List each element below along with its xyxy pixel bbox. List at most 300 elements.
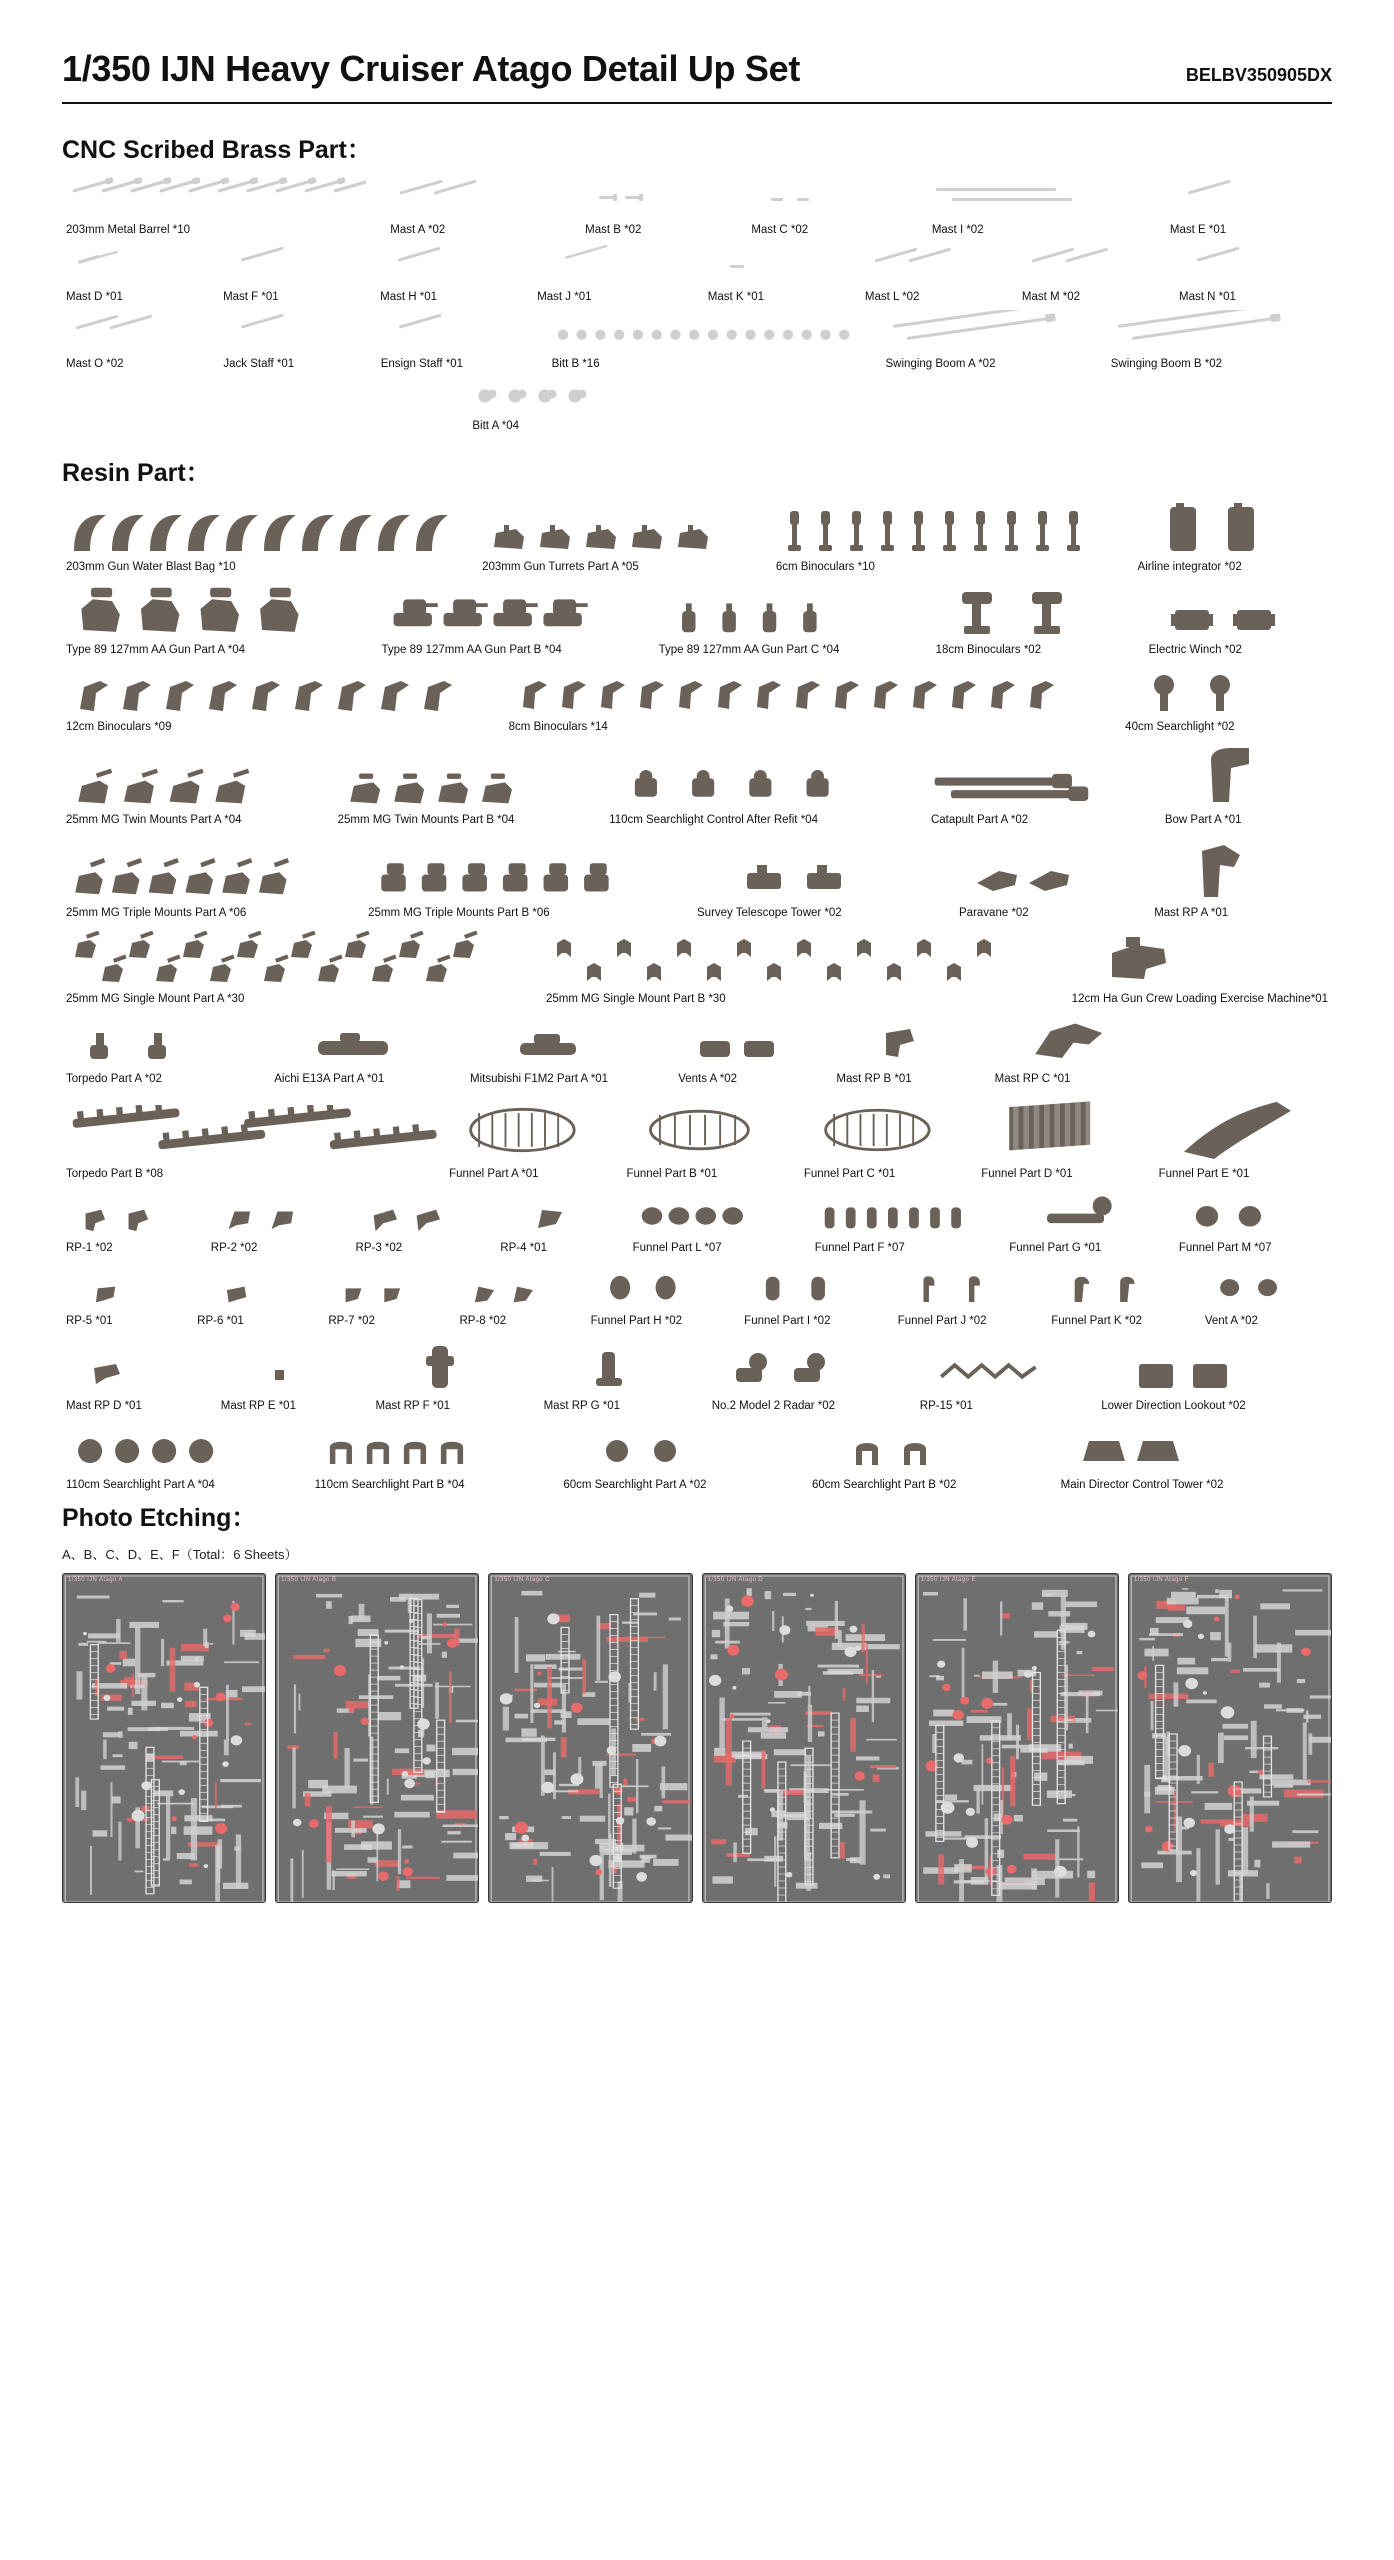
part-illustration — [898, 1262, 1044, 1311]
part-row — [62, 663, 1332, 734]
part-row — [62, 310, 1332, 371]
part-label: Mast RP B *01 — [836, 1073, 912, 1086]
part-label: Funnel Part L *07 — [632, 1242, 722, 1255]
part-item — [62, 507, 478, 574]
part-illustration — [585, 176, 743, 220]
part-label: 203mm Gun Turrets Part A *05 — [482, 560, 639, 573]
part-item — [832, 1013, 990, 1086]
part-item — [455, 1269, 586, 1328]
part-illustration — [376, 1334, 536, 1396]
part-label: 110cm Searchlight Part A *04 — [66, 1479, 215, 1492]
part-illustration — [66, 1269, 189, 1311]
part-label: Funnel Part J *02 — [897, 1314, 987, 1327]
part-label: Ensign Staff *01 — [380, 358, 463, 371]
part-row — [62, 833, 1332, 920]
part-label: Funnel Part F *07 — [814, 1242, 905, 1255]
part-item — [352, 1192, 497, 1256]
pe-sheet-label: 1/350 IJN Atago A — [68, 1577, 123, 1584]
part-illustration — [390, 176, 577, 220]
part-item — [1161, 740, 1332, 827]
pe-sheet-label: 1/350 IJN Atago C — [494, 1577, 550, 1584]
part-item — [270, 1017, 466, 1086]
part-illustration — [66, 852, 360, 903]
part-item — [386, 176, 581, 237]
part-label: 25mm MG Single Mount Part A *30 — [66, 992, 245, 1005]
pe-sheet-label: 1/350 IJN Atago D — [707, 1577, 764, 1584]
part-label: 40cm Searchlight *02 — [1125, 720, 1235, 733]
part-label: Torpedo Part B *08 — [66, 1167, 164, 1180]
part-illustration — [633, 1197, 807, 1238]
part-label: Mast C *02 — [751, 224, 809, 236]
pe-sheet — [62, 1573, 266, 1903]
pe-fret-art — [1129, 1574, 1331, 1902]
part-label: 110cm Searchlight Part B *04 — [314, 1479, 465, 1492]
part-illustration — [1154, 833, 1328, 903]
part-illustration — [932, 176, 1162, 220]
part-label: Mast J *01 — [537, 291, 592, 304]
part-item — [772, 505, 1134, 574]
part-item — [62, 1192, 207, 1256]
part-illustration — [1165, 1056, 1328, 1082]
part-illustration — [382, 584, 651, 640]
part-label: 25mm MG Single Mount Part B *30 — [546, 992, 726, 1005]
part-item — [704, 243, 861, 304]
part-illustration — [223, 310, 372, 354]
page-header — [62, 48, 1332, 104]
section-cnc — [62, 130, 1332, 433]
part-item — [540, 1338, 708, 1413]
part-illustration — [66, 1017, 266, 1069]
part-label: Mast A *02 — [390, 224, 446, 236]
part-illustration — [449, 1098, 618, 1164]
part-label: Airline integrator *02 — [1137, 560, 1242, 573]
part-illustration — [981, 1092, 1150, 1164]
part-illustration — [537, 243, 700, 287]
part-illustration — [815, 1196, 1002, 1238]
part-item — [62, 311, 219, 372]
part-row — [62, 1262, 1332, 1328]
part-item — [1047, 1262, 1201, 1328]
pe-sheet — [275, 1573, 479, 1903]
part-item — [311, 1427, 560, 1492]
part-illustration — [1009, 1187, 1171, 1238]
part-label: Bow Part A *01 — [1164, 814, 1242, 827]
part-label: Funnel Part C *01 — [803, 1167, 896, 1180]
part-illustration — [381, 310, 544, 354]
part-row — [62, 243, 1332, 304]
part-item — [894, 1262, 1048, 1328]
part-illustration — [368, 850, 689, 903]
part-illustration — [865, 244, 1014, 288]
part-label: Jack Staff *01 — [223, 358, 295, 371]
part-item — [62, 852, 364, 921]
part-illustration — [66, 580, 374, 640]
part-item — [1175, 243, 1332, 304]
part-item — [62, 1427, 311, 1492]
part-item — [496, 1190, 628, 1255]
part-item — [334, 763, 606, 828]
pe-sheet — [1128, 1573, 1332, 1903]
part-item — [1201, 1263, 1332, 1328]
part-label: Mitsubishi F1M2 Part A *01 — [469, 1073, 609, 1086]
part-item — [478, 511, 772, 574]
part-item — [693, 847, 955, 920]
part-illustration — [563, 1425, 804, 1475]
part-label: RP-3 *02 — [355, 1242, 403, 1255]
part-item — [747, 176, 928, 237]
part-illustration — [959, 847, 1146, 903]
pe-sheet-label: 1/350 IJN Atago F — [1133, 1577, 1189, 1584]
part-label: 12cm Ha Gun Crew Loading Exercise Machine*01 — [1071, 992, 1328, 1005]
part-label: 25mm MG Triple Mounts Part B *06 — [368, 907, 550, 920]
part-illustration — [66, 507, 474, 557]
part-illustration — [1179, 1192, 1328, 1239]
part-item — [1155, 1093, 1332, 1182]
part-row — [62, 1012, 1332, 1087]
part-label: RP-4 *01 — [500, 1242, 547, 1255]
part-item — [811, 1196, 1006, 1255]
part-item — [466, 1017, 674, 1086]
part-item — [219, 243, 376, 304]
part-label: Funnel Part H *02 — [590, 1314, 683, 1327]
part-item — [217, 1344, 372, 1413]
part-label: Catapult Part A *02 — [930, 814, 1029, 827]
part-label: Type 89 127mm AA Gun Part C *04 — [658, 643, 840, 656]
part-illustration — [66, 1427, 307, 1475]
part-item — [376, 243, 533, 304]
part-item — [1134, 499, 1332, 574]
part-label: Mast K *01 — [707, 291, 765, 304]
part-illustration — [1205, 1263, 1328, 1310]
part-item — [927, 763, 1161, 827]
part-item — [1166, 176, 1332, 237]
part-row — [62, 1187, 1332, 1256]
part-item — [1005, 1187, 1175, 1256]
part-item — [587, 1264, 741, 1329]
part-label: 25mm MG Twin Mounts Part B *04 — [337, 814, 515, 827]
part-label: Mast RP C *01 — [994, 1073, 1071, 1086]
pe-sheet-label: 1/350 IJN Atago E — [920, 1577, 976, 1584]
part-label: Aichi E13A Part A *01 — [274, 1073, 385, 1086]
part-illustration — [678, 1017, 828, 1069]
part-label: Funnel Part M *07 — [1178, 1242, 1272, 1255]
part-item — [219, 310, 376, 371]
part-label: Mast I *02 — [931, 224, 984, 236]
part-label: Mast RP F *01 — [375, 1400, 451, 1413]
part-item — [622, 1098, 799, 1181]
section-heading-pe: Photo Etching： — [62, 1504, 257, 1533]
part-item — [955, 847, 1150, 920]
part-item — [62, 1017, 270, 1086]
part-item — [542, 931, 1068, 1006]
part-row — [62, 740, 1332, 827]
part-illustration — [66, 243, 215, 287]
part-label: 60cm Searchlight Part A *02 — [563, 1479, 707, 1492]
part-label: Funnel Part G *01 — [1009, 1242, 1102, 1255]
part-illustration — [66, 665, 501, 717]
part-illustration — [482, 511, 768, 557]
part-item — [629, 1197, 811, 1255]
part-illustration — [697, 847, 951, 903]
part-item — [1161, 1056, 1332, 1086]
part-item — [882, 310, 1107, 371]
part-illustration — [221, 1344, 368, 1396]
part-item — [378, 584, 655, 657]
part-illustration — [708, 243, 857, 287]
part-item — [1145, 592, 1332, 657]
part-row — [62, 1334, 1332, 1413]
part-item — [62, 243, 219, 304]
section-resin — [62, 453, 1332, 1493]
part-label: 12cm Binoculars *09 — [66, 720, 172, 733]
part-item — [62, 665, 505, 734]
part-item — [468, 378, 1332, 433]
part-item — [364, 850, 693, 920]
part-item — [655, 588, 932, 657]
part-item — [548, 315, 882, 372]
part-label: 25mm MG Triple Mounts Part A *06 — [66, 907, 247, 920]
part-label: Bitt B *16 — [551, 358, 600, 371]
part-item — [581, 176, 747, 237]
part-label: No.2 Model 2 Radar *02 — [711, 1400, 836, 1413]
part-illustration — [459, 1269, 582, 1311]
pe-fret-art — [63, 1574, 265, 1902]
part-illustration — [66, 311, 215, 355]
part-illustration — [223, 243, 372, 287]
part-illustration — [836, 1013, 986, 1069]
part-illustration — [509, 665, 1118, 717]
part-item — [1175, 1192, 1332, 1256]
part-label: Funnel Part I *02 — [744, 1314, 831, 1327]
part-label: Swinging Boom B *02 — [1110, 358, 1222, 371]
part-item — [372, 1334, 540, 1413]
part-label: RP-7 *02 — [328, 1314, 375, 1327]
part-illustration — [328, 1269, 451, 1311]
pe-fret-art — [489, 1574, 691, 1902]
part-item — [1097, 1344, 1332, 1413]
part-label: Torpedo Part A *02 — [66, 1073, 162, 1086]
part-illustration — [712, 1340, 912, 1396]
part-item — [977, 1092, 1154, 1181]
part-label: Mast B *02 — [585, 224, 642, 236]
part-item — [1018, 244, 1175, 305]
part-row — [62, 378, 1332, 433]
part-label: Funnel Part A *01 — [449, 1167, 539, 1180]
part-illustration — [1138, 499, 1328, 557]
part-illustration — [776, 505, 1130, 557]
part-item — [505, 665, 1122, 734]
part-item — [207, 1192, 352, 1256]
part-illustration — [470, 1017, 670, 1069]
part-item — [740, 1264, 894, 1329]
part-label: Mast H *01 — [380, 291, 438, 304]
part-item — [932, 582, 1145, 657]
part-item — [861, 244, 1018, 305]
part-illustration — [66, 176, 382, 220]
part-item — [533, 243, 704, 304]
part-item — [62, 1105, 445, 1181]
part-label: Funnel Part D *01 — [981, 1167, 1073, 1180]
part-label: Type 89 127mm AA Gun Part B *04 — [381, 643, 562, 656]
pe-fret-art — [916, 1574, 1118, 1902]
part-label: 25mm MG Twin Mounts Part A *04 — [66, 814, 242, 827]
part-illustration — [744, 1264, 890, 1311]
part-illustration — [936, 582, 1141, 640]
part-item — [193, 1269, 324, 1328]
part-label: Type 89 127mm AA Gun Part A *04 — [66, 643, 246, 656]
part-illustration — [66, 1192, 203, 1239]
part-label: RP-15 *01 — [919, 1400, 973, 1413]
part-illustration — [274, 1017, 462, 1069]
part-item — [1107, 310, 1332, 371]
part-item — [674, 1017, 832, 1086]
part-label: RP-2 *02 — [210, 1242, 258, 1255]
section-heading-resin: Resin Part： — [62, 458, 211, 487]
part-illustration — [338, 763, 602, 810]
part-label: 6cm Binoculars *10 — [775, 560, 875, 573]
part-item — [445, 1098, 622, 1181]
part-label: Mast L *02 — [864, 291, 920, 304]
part-illustration — [1165, 740, 1328, 810]
pe-sheet — [702, 1573, 906, 1903]
part-illustration — [626, 1098, 795, 1164]
pe-sheet — [488, 1573, 692, 1903]
part-illustration — [812, 1425, 1053, 1475]
part-illustration — [920, 1344, 1093, 1396]
part-illustration — [380, 243, 529, 287]
part-label: Survey Telescope Tower *02 — [697, 907, 842, 920]
section-heading-cnc: CNC Scribed Brass Part： — [62, 136, 372, 164]
part-row — [62, 499, 1332, 574]
part-illustration — [356, 1192, 493, 1239]
part-illustration — [1072, 927, 1328, 989]
part-item — [1068, 927, 1332, 1006]
part-label: RP-1 *02 — [66, 1242, 113, 1255]
part-illustration — [751, 176, 924, 220]
part-row — [62, 927, 1332, 1006]
part-row — [62, 580, 1332, 657]
part-illustration — [1022, 244, 1171, 288]
part-label: Funnel Part B *01 — [626, 1167, 718, 1180]
part-illustration — [1149, 592, 1328, 640]
part-illustration — [1125, 663, 1328, 717]
pe-sheet-label: 1/350 IJN Atago B — [281, 1577, 337, 1584]
part-item — [916, 1344, 1097, 1413]
part-item — [991, 1012, 1162, 1087]
part-illustration — [659, 588, 928, 640]
part-row — [62, 1419, 1332, 1492]
part-label: Mast RP D *01 — [66, 1400, 142, 1413]
part-label: Mast O *02 — [66, 358, 124, 371]
part-label: Mast RP G *01 — [543, 1400, 621, 1413]
part-item — [62, 1344, 217, 1413]
part-label: Lower Direction Lookout *02 — [1101, 1400, 1246, 1413]
part-illustration — [995, 1012, 1158, 1069]
part-illustration — [211, 1192, 348, 1239]
part-illustration — [544, 1338, 704, 1396]
part-rows-resin — [62, 499, 1332, 1493]
part-label: 203mm Gun Water Blast Bag *10 — [66, 560, 236, 573]
part-label: Swinging Boom A *02 — [885, 358, 996, 371]
pe-subtitle: A、B、C、D、E、F（Total：6 Sheets） — [62, 1547, 298, 1563]
part-item — [928, 176, 1166, 237]
part-label: RP-6 *01 — [197, 1314, 244, 1327]
part-label: Funnel Part K *02 — [1051, 1314, 1143, 1327]
part-item — [808, 1425, 1057, 1492]
part-label: 110cm Searchlight Control After Refit *04 — [609, 814, 818, 827]
part-label: 8cm Binoculars *14 — [508, 720, 608, 733]
part-label: Mast F *01 — [223, 291, 279, 304]
part-label: Bitt A *04 — [472, 419, 520, 432]
part-item — [62, 580, 378, 657]
part-illustration — [472, 378, 1328, 416]
part-row — [62, 1092, 1332, 1181]
part-item — [708, 1340, 916, 1413]
part-illustration — [66, 1105, 441, 1164]
part-illustration — [1179, 243, 1328, 287]
part-illustration — [315, 1427, 556, 1475]
part-item — [62, 176, 386, 237]
part-label: 203mm Metal Barrel *10 — [66, 224, 190, 236]
part-illustration — [1061, 1419, 1328, 1475]
part-label: Funnel Part E *01 — [1158, 1167, 1250, 1180]
product-sku: BELBV350905DX — [1185, 65, 1332, 85]
part-illustration — [552, 315, 878, 354]
part-item — [377, 310, 548, 371]
part-label: Mast N *01 — [1178, 291, 1236, 304]
part-label: Mast RP E *01 — [220, 1400, 296, 1413]
part-label: Vent A *02 — [1204, 1314, 1258, 1327]
part-label: RP-5 *01 — [66, 1314, 113, 1327]
part-item — [1057, 1419, 1332, 1492]
part-illustration — [1170, 176, 1328, 220]
part-label: Mast M *02 — [1021, 291, 1081, 304]
part-rows-cnc — [62, 176, 1332, 433]
part-item — [1150, 833, 1332, 920]
part-illustration — [66, 1344, 213, 1396]
part-item — [62, 1269, 193, 1328]
part-label: Mast RP A *01 — [1154, 907, 1229, 920]
part-item — [1121, 663, 1332, 734]
part-label: 18cm Binoculars *02 — [935, 643, 1042, 656]
part-item — [605, 758, 927, 827]
part-label: Vents A *02 — [678, 1073, 738, 1086]
page-title: 1/350 IJN Heavy Cruiser Atago Detail Up Set — [62, 48, 801, 89]
part-label: Mast E *01 — [1169, 224, 1227, 236]
part-illustration — [546, 931, 1064, 989]
section-photo-etching — [62, 1498, 1332, 1903]
part-illustration — [931, 763, 1157, 810]
part-label: Electric Winch *02 — [1148, 643, 1242, 656]
part-label: Paravane *02 — [959, 907, 1029, 920]
part-illustration — [1159, 1093, 1328, 1164]
part-illustration — [1101, 1344, 1328, 1396]
part-item — [324, 1269, 455, 1328]
part-illustration — [609, 758, 923, 810]
part-illustration — [804, 1098, 973, 1164]
part-item — [62, 931, 542, 1006]
part-label: 60cm Searchlight Part B *02 — [811, 1479, 957, 1492]
pe-fret-art — [276, 1574, 478, 1902]
part-item — [62, 763, 334, 828]
part-label: Mast D *01 — [66, 291, 123, 304]
part-row — [62, 176, 1332, 237]
part-item — [800, 1098, 977, 1181]
part-illustration — [500, 1190, 624, 1238]
pe-sheet — [915, 1573, 1119, 1903]
part-illustration — [66, 931, 538, 989]
part-label: RP-8 *02 — [459, 1314, 507, 1327]
